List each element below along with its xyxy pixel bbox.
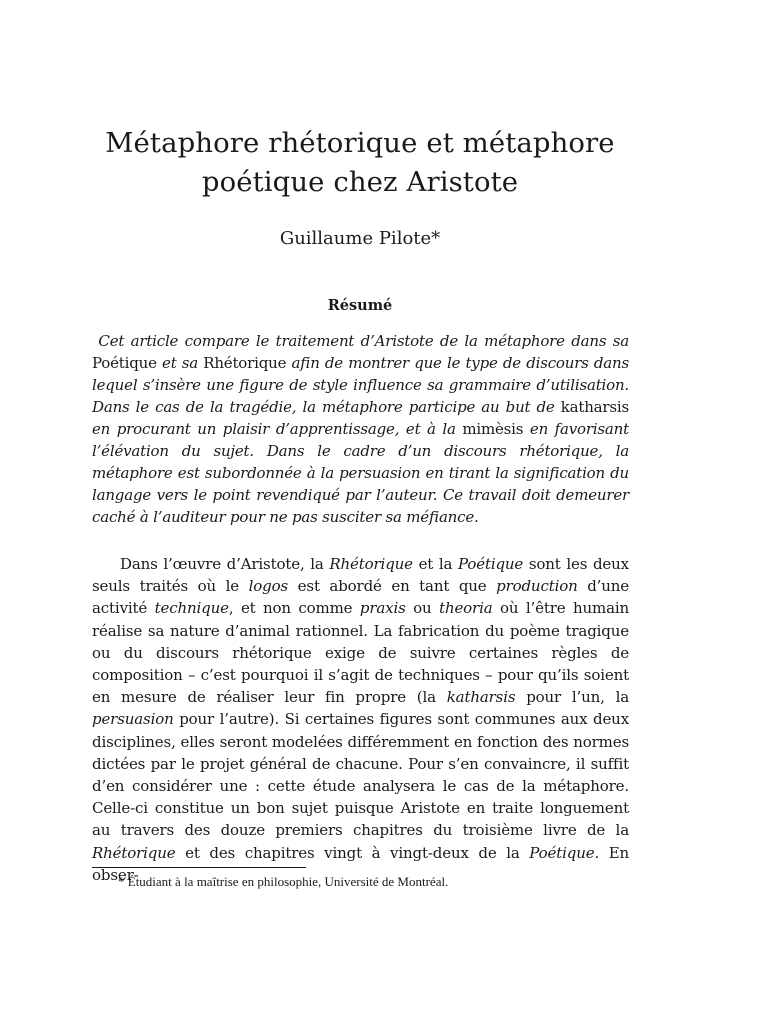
body-emphasis: logos <box>248 577 289 596</box>
abstract-heading: Résumé <box>327 297 393 314</box>
abstract-term: mimèsis <box>462 420 524 438</box>
article-title: Métaphore rhétorique et métaphore poétique chez Aristote <box>105 127 615 198</box>
abstract-text: et sa <box>162 354 198 372</box>
body-text: sont les deux seuls traités où le <box>92 555 629 596</box>
abstract-paragraph <box>92 330 629 528</box>
body-emphasis: Poétique. <box>529 843 600 862</box>
footnote-divider <box>92 867 306 868</box>
body-emphasis: technique <box>154 599 229 618</box>
body-text: où l’être humain réalise sa nature d’animal rationnel. La fabrication du poème tragique ou du discours rhétorique exige de suivre certaines règles de composition – c’est pourquoi il s’agit de techniques – pour qu’ils soient en mesure de réaliser leur fin propre (la <box>92 599 630 707</box>
body-text: pour l’un, la <box>526 688 630 707</box>
abstract-term: katharsis <box>560 398 629 416</box>
body-emphasis: praxis <box>359 599 406 618</box>
body-emphasis: persuasion <box>92 710 174 729</box>
body-text: et la <box>418 555 453 573</box>
body-emphasis: production <box>496 577 578 596</box>
body-text: ou <box>413 599 432 618</box>
body-emphasis: katharsis <box>446 688 516 707</box>
abstract-text: afin de montrer que le type de discours dans lequel s’insère une figure de style influence sa grammaire d’utilisation. Dans le cas de la tragédie, la métaphore participe au but de <box>92 354 630 416</box>
body-paragraph <box>92 553 629 886</box>
body-emphasis: Poétique <box>458 555 524 573</box>
body-text: pour l’autre). Si certaines figures sont communes aux deux disciplines, elles seront modelées différemment en fonction des normes dictées par le projet général de chacune. Pour s’en convaincre, il suffit d’en considérer une : cette étude analysera le cas de la métaphore. Celle-ci constitue un bon sujet puisque Aristote en traite longuement au travers des douze premiers chapitres du troisième livre de la <box>92 710 630 840</box>
abstract-text: Cet article compare le traitement d’Aristote de la métaphore dans sa <box>98 332 629 350</box>
abstract-text: en favorisant l’élévation du sujet. Dans le cadre d’un discours rhétorique, la métaphore est subordonnée à la persuasion en tirant la signification du langage vers le point revendiqué par l’auteur. Ce travail doit demeurer caché à l’auditeur pour ne pas susciter sa méfiance. <box>92 420 629 526</box>
footnote: * Étudiant à la maîtrise en philosophie, Université de Montréal. <box>118 874 449 889</box>
body-emphasis: theoria <box>439 599 493 618</box>
abstract-text: en procurant un plaisir d’apprentissage, et à la <box>92 420 456 438</box>
body-text: Dans l’œuvre d’Aristote, la <box>120 555 324 573</box>
body-text: En obser- <box>92 843 630 884</box>
body-text: et des chapitres vingt à vingt-deux de la <box>185 843 520 862</box>
body-text: , et non comme <box>228 599 353 618</box>
body-text: d’une activité <box>92 577 630 618</box>
body-emphasis: Rhétorique <box>329 555 413 573</box>
abstract-work-title: Poétique <box>92 354 157 372</box>
abstract-work-title: Rhétorique <box>203 354 287 372</box>
author-name: Guillaume Pilote* <box>279 228 441 249</box>
body-emphasis: Rhétorique <box>92 843 176 862</box>
body-text: est abordé en tant que <box>297 577 487 596</box>
